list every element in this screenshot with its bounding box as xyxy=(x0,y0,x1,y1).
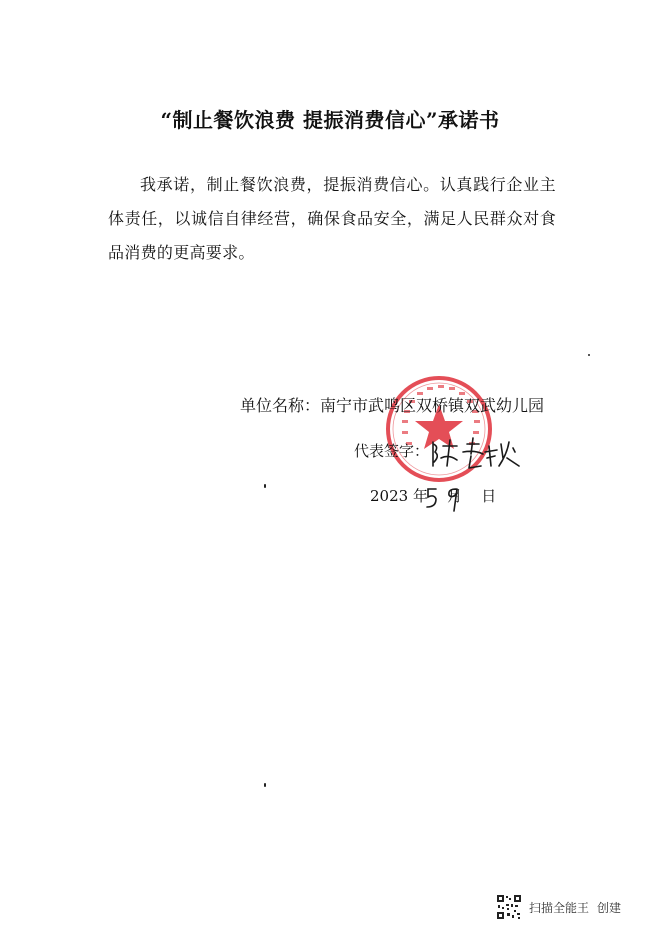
unit-row xyxy=(240,393,544,416)
scan-speck xyxy=(588,354,590,356)
scanner-app-name: 扫描全能王 xyxy=(529,900,590,915)
qr-code-icon xyxy=(497,895,521,919)
date-year: 2023 年 xyxy=(370,487,428,505)
scanner-action: 创建 xyxy=(597,900,622,915)
unit-name: 南宁市武鸣区双桥镇双武幼儿园 xyxy=(320,396,545,415)
scan-speck xyxy=(264,783,266,787)
date-day-suffix: 日 xyxy=(481,487,497,505)
representative-row xyxy=(354,440,429,461)
document-title: “制止餐饮浪费 提振消费信心”承诺书 xyxy=(160,108,500,132)
commitment-body: 我承诺，制止餐饮浪费，提振消费信心。认真践行企业主体责任，以诚信自律经营，确保食品安全，满足人民群众对食品消费的更高要求。 xyxy=(108,175,556,262)
scanner-watermark xyxy=(497,895,621,919)
date-month-suffix: 月 xyxy=(447,487,463,505)
handwritten-signature xyxy=(427,436,523,472)
handwritten-date-digits xyxy=(424,483,464,513)
unit-label: 单位名称： xyxy=(240,396,321,415)
rep-label: 代表签字： xyxy=(354,442,430,460)
scan-speck xyxy=(264,484,266,488)
